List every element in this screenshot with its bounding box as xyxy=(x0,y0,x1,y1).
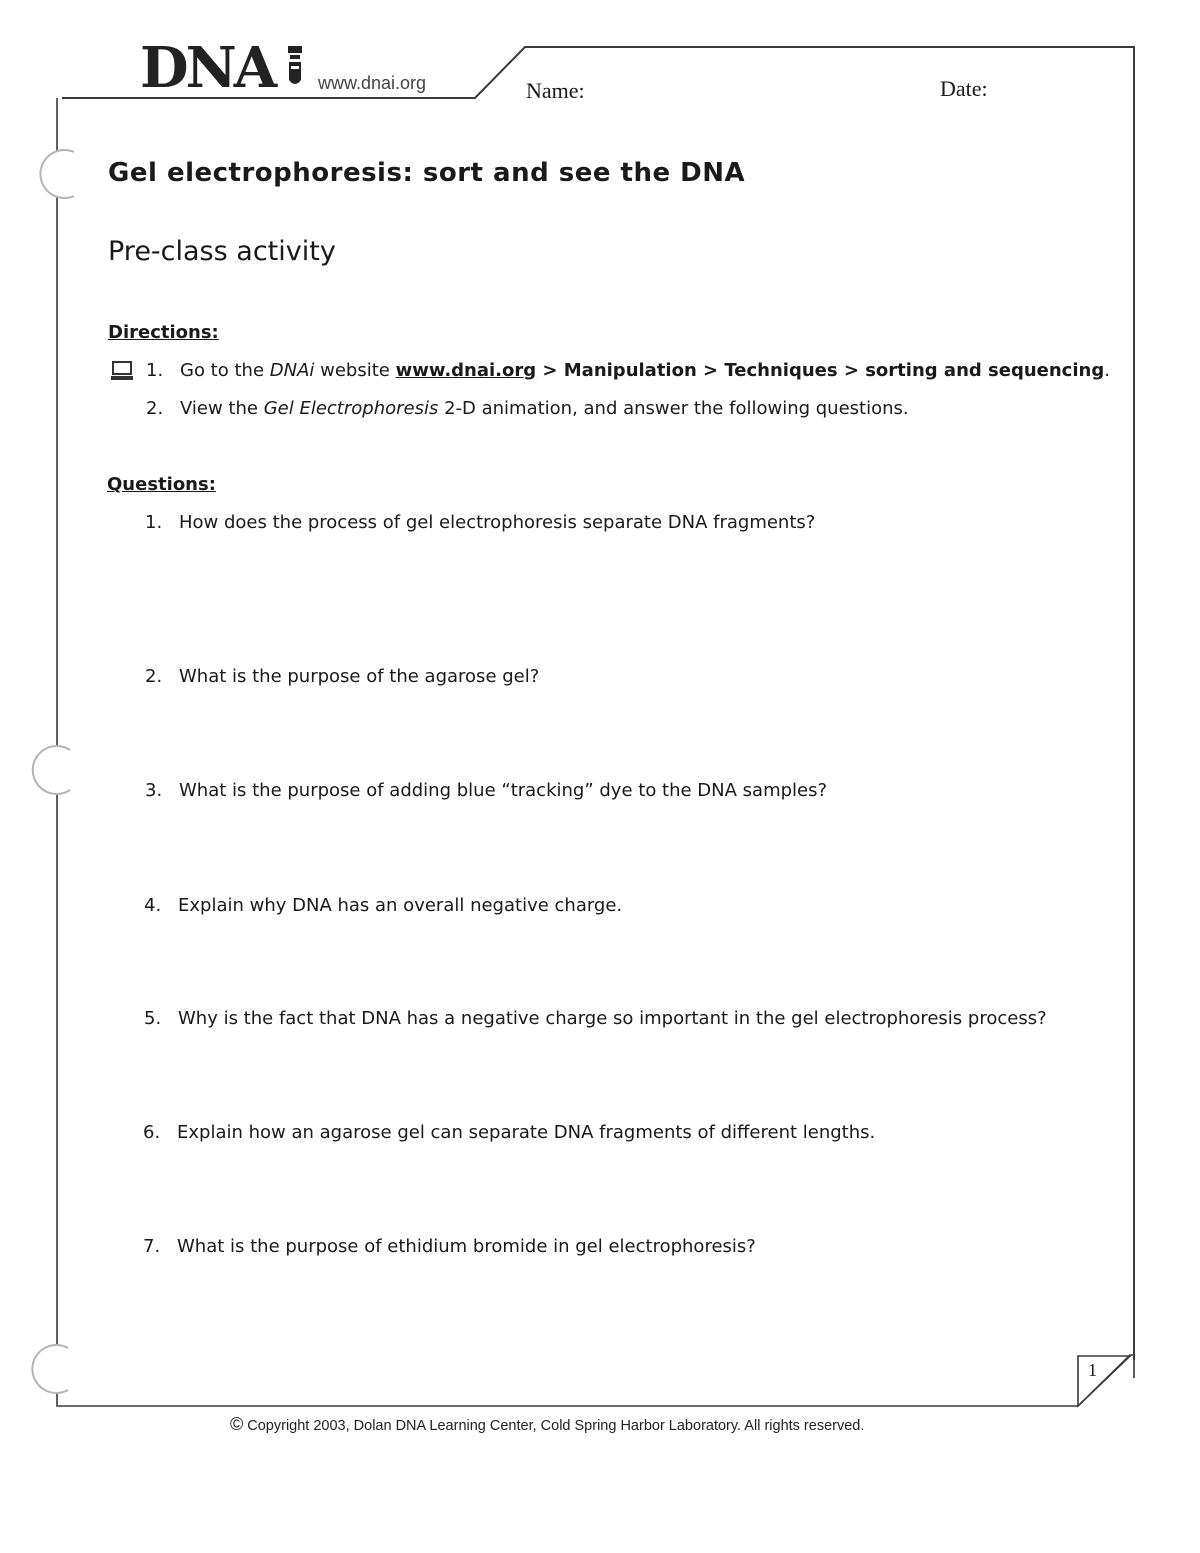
question-2: 2. What is the purpose of the agarose gel? xyxy=(145,666,540,687)
page-subtitle: Pre-class activity xyxy=(108,236,336,267)
name-label: Name: xyxy=(526,78,585,103)
step-number: 2. xyxy=(146,398,164,419)
step-number: 1. xyxy=(146,360,164,381)
question-5: 5. Why is the fact that DNA has a negative charge so important in the gel electrophoresis process? xyxy=(144,1008,1047,1029)
page-number: 1 xyxy=(1088,1360,1097,1380)
question-7: 7. What is the purpose of ethidium bromide in gel electrophoresis? xyxy=(143,1236,756,1257)
question-3: 3. What is the purpose of adding blue “tracking” dye to the DNA samples? xyxy=(145,780,828,801)
binder-hole-bottom xyxy=(32,1345,68,1393)
header-url: www.dnai.org xyxy=(318,73,427,93)
question-1: 1. How does the process of gel electrophoresis separate DNA fragments? xyxy=(145,512,816,533)
binder-hole-middle xyxy=(33,746,70,794)
dna-vial-icon xyxy=(286,46,304,88)
directions-heading: Directions: xyxy=(108,322,219,343)
questions-heading: Questions: xyxy=(107,474,216,495)
copyright-notice: © Copyright 2003, Dolan DNA Learning Center, Cold Spring Harbor Laboratory. All rights reserved. xyxy=(230,1414,865,1434)
page-title: Gel electrophoresis: sort and see the DNA xyxy=(108,158,746,188)
question-4: 4. Explain why DNA has an overall negative charge. xyxy=(144,895,623,916)
binder-hole-top xyxy=(40,150,74,198)
direction-step-2: 2. View the Gel Electrophoresis 2-D animation, and answer the following questions. xyxy=(146,398,909,419)
nav-techniques: Techniques xyxy=(724,360,838,381)
nav-manipulation: Manipulation xyxy=(563,360,697,381)
computer-icon xyxy=(110,361,134,381)
direction-step-1: 1. Go to the DNAi website www.dnai.org > Manipulation > Techniques > sorting and sequencing. xyxy=(146,360,1110,381)
dnai-website-link[interactable]: www.dnai.org xyxy=(395,360,537,381)
dna-logo-text: DNA xyxy=(140,35,275,101)
question-6: 6. Explain how an agarose gel can separate DNA fragments of different lengths. xyxy=(143,1122,876,1143)
nav-sorting-sequencing: sorting and sequencing xyxy=(865,360,1105,381)
copyright-icon: © xyxy=(230,1414,244,1434)
date-label: Date: xyxy=(940,76,988,101)
